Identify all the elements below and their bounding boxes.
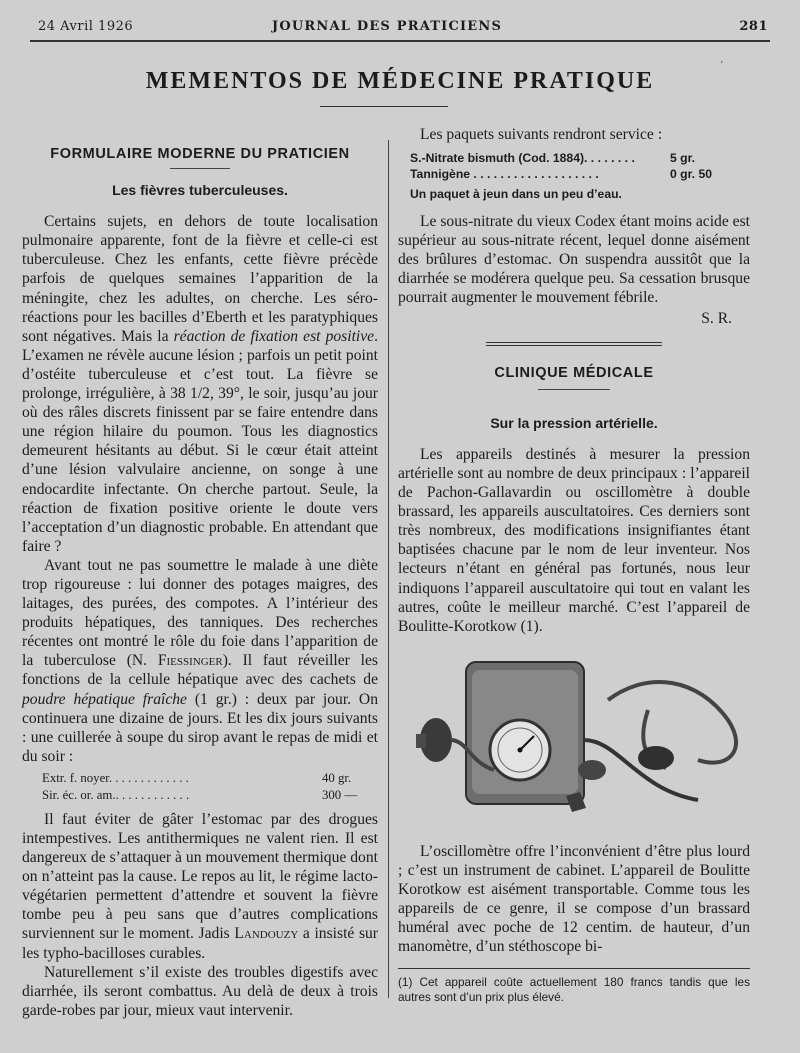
article-subtitle-pression: Sur la pression artérielle.	[490, 414, 658, 431]
packet-quantity: 0 gr. 50	[670, 167, 713, 182]
page-title: MEMENTOS DE MÉDECINE PRATIQUE	[145, 68, 655, 94]
author-name-fiessinger: Fiessinger	[157, 652, 223, 670]
p3-text-b: a insisté sur les typho-bacilloses curables.	[22, 925, 378, 962]
recipe-quantity: 40 gr.	[322, 770, 352, 785]
recipe-row	[42, 770, 378, 787]
section-title-formulaire: FORMULAIRE MODERNE DU PRATICIEN	[50, 146, 350, 162]
sphygmomanometer-illustration	[398, 650, 750, 830]
recipe-row	[42, 787, 378, 804]
packets-intro: Les paquets suivants rendront service :	[420, 126, 663, 143]
sphygmomanometer-icon	[398, 650, 750, 830]
author-name-landouzy: Landouzy	[234, 925, 299, 943]
packet-quantity: 5 gr.	[670, 151, 696, 166]
paragraph-1	[22, 212, 378, 556]
paragraph-2	[22, 556, 378, 766]
header-page-number: 281	[739, 19, 768, 34]
packet-instruction: Un paquet à jeun dans un peu d’eau.	[410, 187, 622, 202]
paragraph-4: Naturellement s’il existe des troubles digestifs avec diarrhée, ils seront combattus. Au delà de deux à trois garde-robes par jour, mieux vaut intervenir.	[22, 963, 378, 1019]
section-rule	[538, 389, 610, 390]
title-rule	[320, 106, 448, 107]
packet-prescription	[410, 150, 750, 202]
p1-text-b: . L’examen ne révèle aucune lésion ; parfois un petit point d’ostéite tuberculeuse et c’est tout. La fièvre se prolonge, irrégulière, à 38 1/2, 39°, le soir, jusqu’au jour où des râles discrets finissent par se faire entendre dans une région hilaire du poumon. Tous les diagnostics demeurent hésitants au début. Si le cœur était atteint d’une lésion valvulaire ancienne, on songe à une endocardite infectante. On cherche partout. Seule, la réaction de fixation positive oriente le doute vers l’acceptation d’un diagnostic probable. En attendant que faire ?	[22, 327, 378, 555]
left-column	[22, 145, 378, 1020]
recipe-ingredient: Sir. éc. or. am.. . . . . . . . . . . .	[42, 787, 190, 802]
p3-text-a: Il faut éviter de gâter l’estomac par des drogues intempestives. Les antithermiques ne valent rien. Il est dangereux de s’attaquer à un mouvement thermique dont on n’atteint pas la cause. Le repos au lit, le régime lacto-végétarien permettent d’attendre et souvent la fièvre tombe peu à peu sans que d’autres complications surviennent sur le moment. Jadis	[22, 810, 378, 943]
p2-text-b: ). Il faut réveiller les fonctions de la cellule hépatique avec des cachets de	[22, 652, 378, 689]
section-title-clinique: CLINIQUE MÉDICALE	[494, 364, 654, 381]
p2-text-c: (1 gr.) : deux par jour. On continuera une dizaine de jours. Et les dix jours suivants : une cuillerée à soupe du sirop avant le repas de midi et du soir :	[22, 690, 378, 765]
double-rule-separator	[486, 342, 662, 346]
p1-emphasis: réaction de fixation est positive	[173, 327, 375, 345]
p2-text-a: Avant tout ne pas soumettre le malade à une diète trop rigoureuse : lui donner des potages maigres, des laitages, des purées, des compotes. A l’intérieur des produits hépatiques, des tanniques. Des recherches récentes ont montré le rôle du foie dans l’apparition de la tuberculose (N.	[22, 556, 378, 670]
recipe-quantity: 300 —	[322, 787, 358, 802]
packet-row	[410, 166, 750, 182]
column-divider	[388, 140, 389, 998]
packet-row	[410, 150, 750, 166]
right-column	[398, 125, 750, 1005]
article-subtitle-fievres: Les fièvres tuberculeuses.	[112, 182, 288, 199]
recipe-ingredient: Extr. f. noyer. . . . . . . . . . . . .	[42, 770, 189, 785]
footnote: (1) Cet appareil coûte actuellement 180 francs tandis que les autres sont d’un prix plus élevé.	[398, 975, 750, 1005]
p2-emphasis: poudre hépatique fraîche	[22, 690, 187, 708]
paragraph-6: Les appareils destinés à mesurer la pression artérielle sont au nombre de deux principaux : l’appareil de Pachon-Gallavardin ou oscillomètre à double brassard, les appareils auscultatoires. Ces derniers sont très nombreux, des modifications insignifiantes étant baptisées chacune par le nom de leur inventeur. Nos lecteurs n’étant en général pas fortunés, nous leur indiquons l’appareil auscultatoire qui tout en valant les autres, coûte le meilleur marché. C’est l’appareil de Boulitte-Korotkow (1).	[398, 445, 750, 635]
section-rule	[170, 168, 230, 169]
scan-mark: ‘	[720, 60, 724, 71]
header-journal-title: JOURNAL DES PRATICIENS	[272, 19, 503, 34]
signature: S. R.	[701, 309, 732, 327]
header-rule	[30, 40, 770, 42]
footnote-rule	[398, 968, 750, 969]
p1-text-a: Certains sujets, en dehors de toute localisation pulmonaire apparente, font de la fièvre et celle-ci est tuberculeuse. Chez les enfants, cette fièvre précède parfois de quelques semaines l’apparition de la méningite, chez les adultes, on cherche. Les séro-réactions pour les bacilles d’Eberth et les paratyphiques sont négatives. Mais la	[22, 213, 378, 345]
syrup-recipe	[42, 770, 378, 804]
paragraph-5: Le sous-nitrate du vieux Codex étant moins acide est supérieur au sous-nitrate récent, lequel donne aisément des brûlures d’estomac. On suspendra aussitôt que la diarrhée se modérera quelque peu. Sa cessation brusque pourrait augmenter le mouvement fébrile.	[398, 213, 750, 307]
paragraph-3	[22, 810, 378, 963]
packet-ingredient: Tannigène . . . . . . . . . . . . . . . . . . .	[410, 167, 599, 182]
packet-ingredient: S.-Nitrate bismuth (Cod. 1884). . . . . . . .	[410, 151, 635, 166]
header-date: 24 Avril 1926	[38, 19, 134, 34]
paragraph-7: L’oscillomètre offre l’inconvénient d’être plus lourd ; c’est un instrument de cabinet. L’appareil de Boulitte Korotkow est aisément transportable. Comme tous les appareils de ce genre, il se compose d’un brassard huméral avec poche de 12 centim. de hauteur, d’un manomètre, d’un stéthoscope bi-	[398, 842, 750, 956]
